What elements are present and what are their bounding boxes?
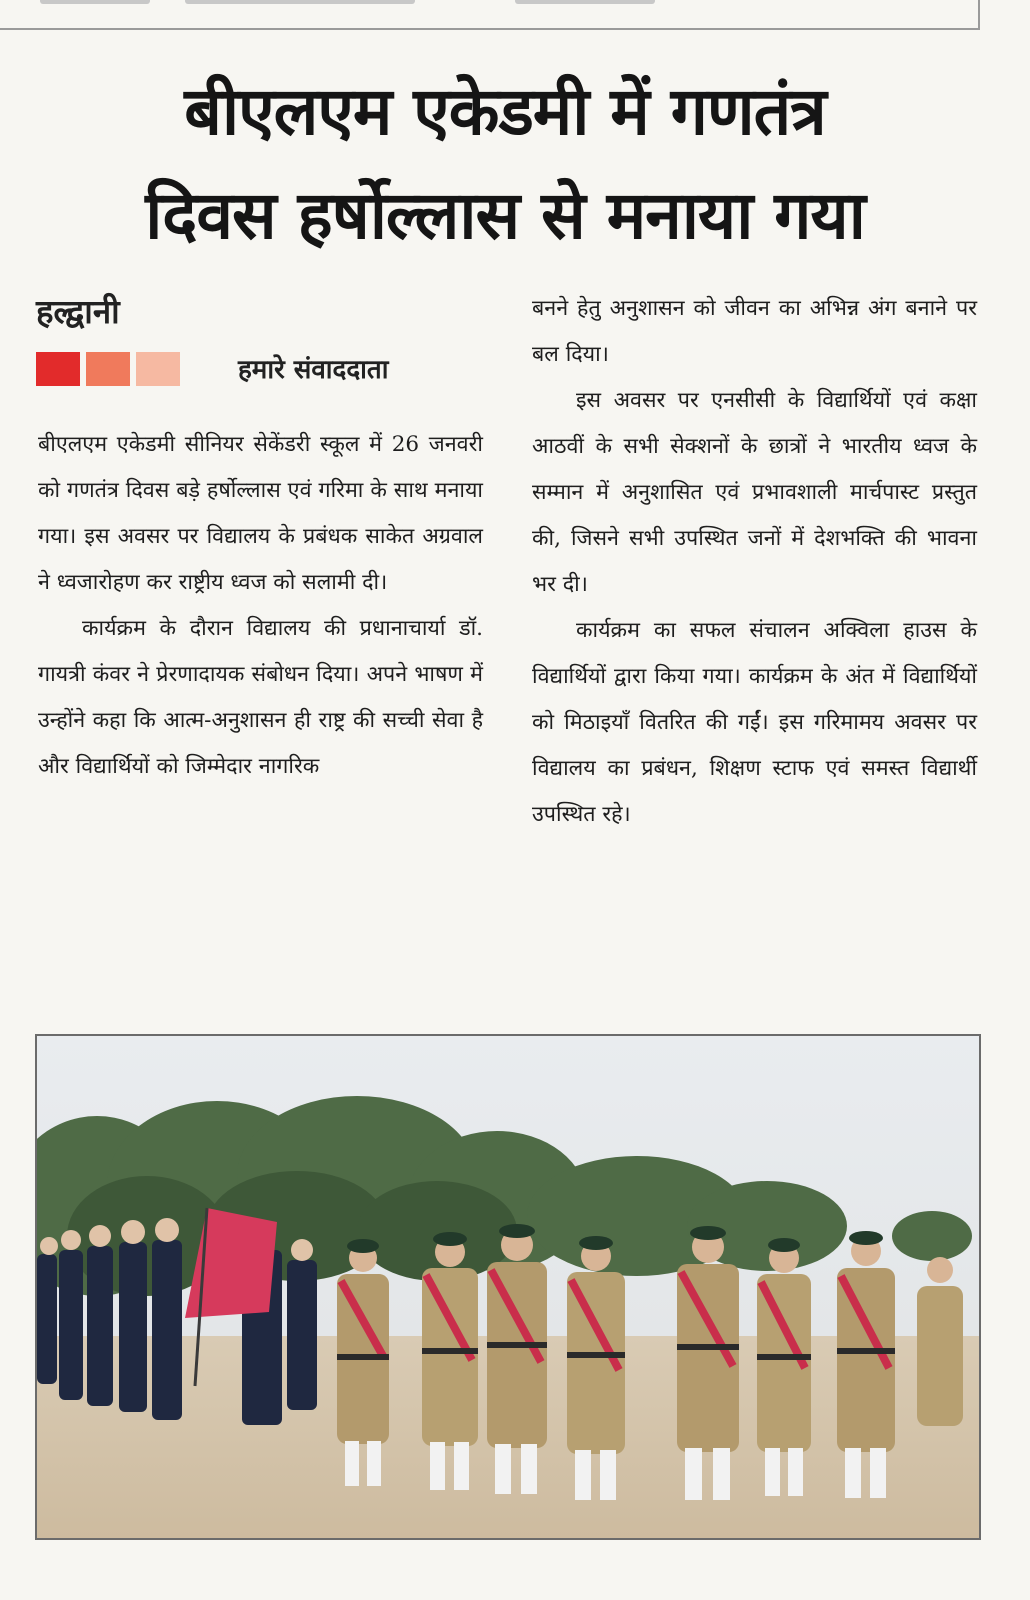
article-column-right — [532, 286, 977, 838]
paragraph: कार्यक्रम का सफल संचालन अक्विला हाउस के विद्यार्थियों द्वारा किया गया। कार्यक्रम के अंत में विद्यार्थियों को मिठाइयाँ वितरित की गईं। इस गरिमामय अवसर पर विद्यालय का प्रबंधन, शिक्षण स्टाफ एवं समस्त विद्यार्थी उपस्थित रहे। — [532, 618, 977, 827]
clipped-text-remnant — [185, 0, 415, 4]
headline-line-2: दिवस हर्षोल्लास से मनाया गया — [145, 177, 865, 254]
accent-square — [86, 352, 130, 386]
article-headline — [0, 60, 1010, 268]
paragraph: कार्यक्रम के दौरान विद्यालय की प्रधानाचार्या डॉ. गायत्री कंवर ने प्रेरणादायक संबोधन दिया। अपने भाषण में उन्होंने कहा कि आत्म-अनुशासन ही राष्ट्र की सच्ची सेवा है और विद्यार्थियों को जिम्मेदार नागरिक — [38, 616, 483, 779]
article-column-left — [38, 422, 483, 790]
accent-square — [36, 352, 80, 386]
paragraph: इस अवसर पर एनसीसी के विद्यार्थियों एवं कक्षा आठवीं के सभी सेक्शनों के छात्रों ने भारतीय ध्वज के सम्मान में अनुशासित एवं प्रभावशाली मार्चपास्ट प्रस्तुत की, जिसने सभी उपस्थित जनों में देशभक्ति की भावना भर दी। — [532, 388, 977, 597]
paragraph: बीएलएम एकेडमी सीनियर सेकेंडरी स्कूल में 26 जनवरी को गणतंत्र दिवस बड़े हर्षोल्लास एवं गरिमा के साथ मनाया गया। इस अवसर पर विद्यालय के प्रबंधक साकेत अग्रवाल ने ध्वजारोहण कर राष्ट्रीय ध्वज को सलामी दी। — [38, 432, 483, 595]
clipped-text-remnant — [40, 0, 150, 4]
accent-squares — [36, 352, 180, 386]
top-border-rule — [0, 0, 980, 30]
clipped-text-remnant — [515, 0, 655, 4]
paragraph: बनने हेतु अनुशासन को जीवन का अभिन्न अंग बनाने पर बल दिया। — [532, 296, 977, 367]
dateline: हल्द्वानी — [36, 292, 120, 331]
accent-square — [136, 352, 180, 386]
byline: हमारे संवाददाता — [238, 355, 389, 385]
headline-line-1: बीएलएम एकेडमी में गणतंत्र — [184, 73, 826, 150]
article-photo-marchpast — [35, 1034, 981, 1540]
